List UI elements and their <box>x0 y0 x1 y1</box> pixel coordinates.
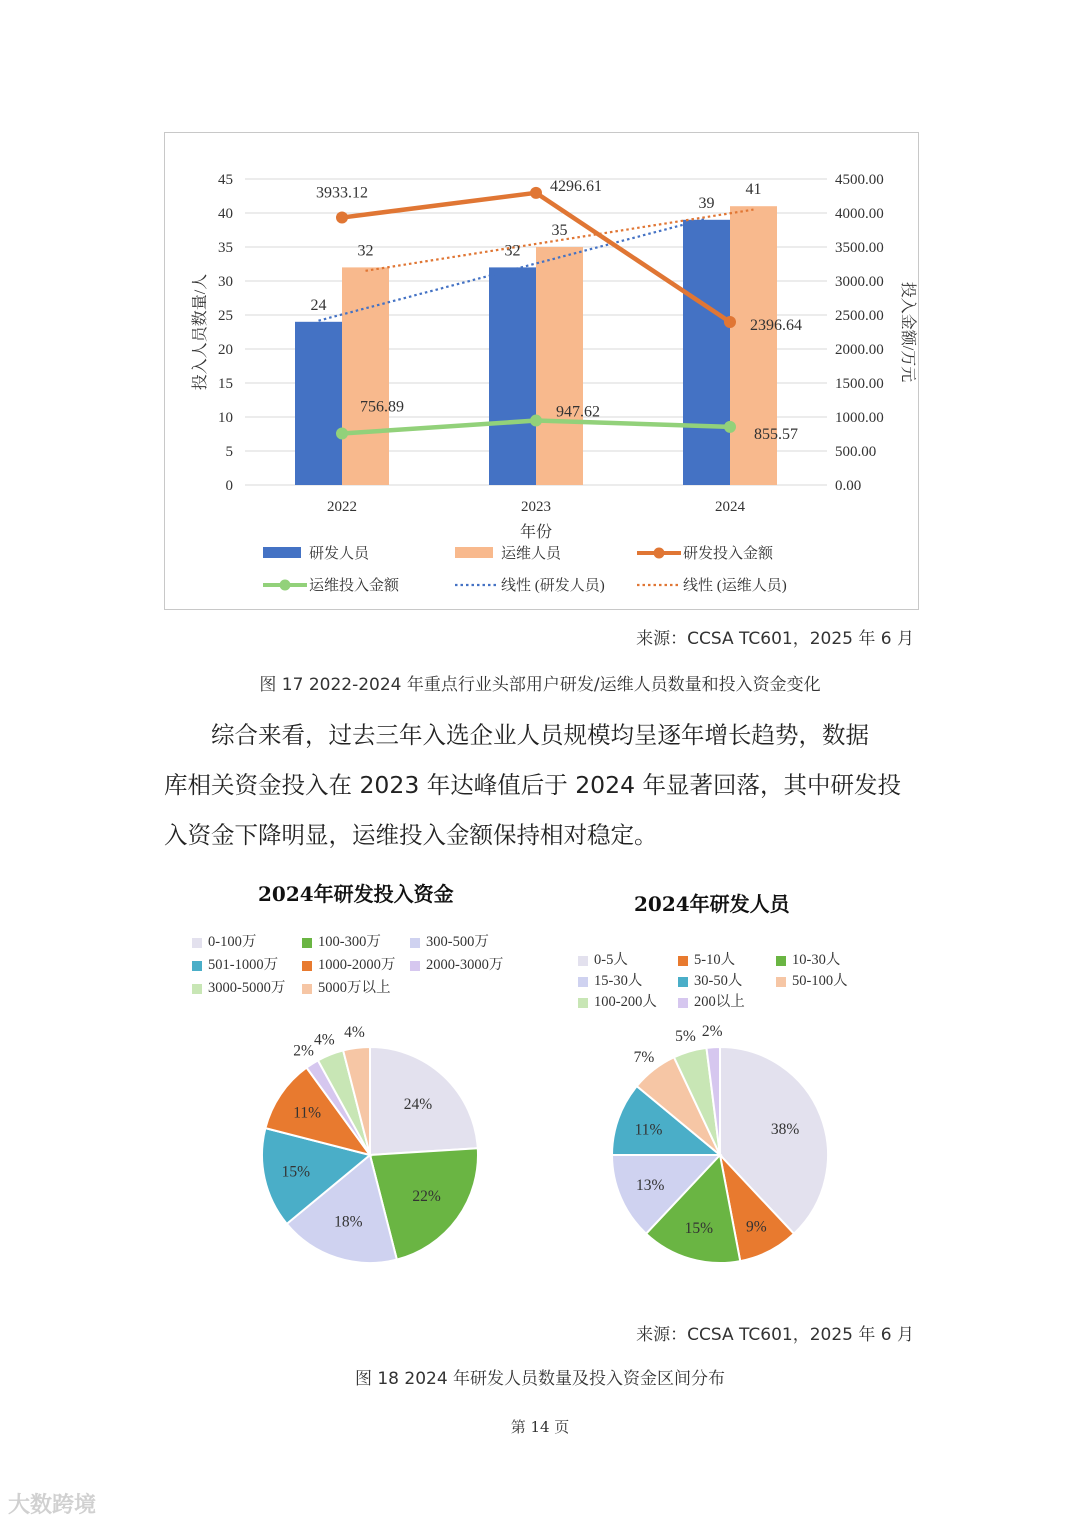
x-tick-label: 2024 <box>715 499 745 515</box>
legend-label: 10-30人 <box>792 952 841 968</box>
left-tick-label: 0 <box>225 478 233 494</box>
legend-label: 15-30人 <box>594 973 643 989</box>
figure-17-caption: 图 17 2022-2024 年重点行业头部用户研发/运维人员数量和投入资金变化 <box>259 675 821 695</box>
line-value-label: 3933.12 <box>316 184 368 202</box>
figure-18-caption: 图 18 2024 年研发人员数量及投入资金区间分布 <box>354 1369 726 1389</box>
legend-swatch <box>455 547 493 558</box>
bar-value-label: 41 <box>745 181 762 199</box>
legend-item <box>410 953 503 974</box>
legend-label: 研发投入金额 <box>683 546 774 562</box>
right-tick-label: 1500.00 <box>835 376 884 392</box>
left-tick-label: 10 <box>218 410 233 426</box>
pie-slice-label: 9% <box>745 1218 767 1236</box>
bar-rd <box>295 322 342 485</box>
x-axis-title: 年份 <box>519 524 553 541</box>
legend-label: 线性 (研发人员) <box>501 578 605 594</box>
legend-swatch <box>192 938 202 948</box>
legend-swatch <box>678 998 688 1008</box>
line-value-label: 855.57 <box>754 425 798 443</box>
summary-paragraph <box>164 710 916 860</box>
bar-value-label: 32 <box>504 242 521 260</box>
pie-2-chart <box>590 1015 850 1285</box>
bar-value-label: 32 <box>357 242 374 260</box>
legend-label: 0-5人 <box>594 952 628 968</box>
combo-chart-svg <box>165 133 918 609</box>
line-point <box>336 212 348 224</box>
left-tick-label: 30 <box>218 274 233 290</box>
pie-1-legend <box>192 930 532 1000</box>
figure-18-source: 来源：CCSA TC601，2025 年 6 月 <box>636 1325 914 1345</box>
pie-slice-label: 11% <box>634 1121 663 1139</box>
legend-label: 200以上 <box>694 994 745 1010</box>
line-point <box>530 187 542 199</box>
legend-swatch <box>678 956 688 966</box>
legend-swatch <box>654 548 665 559</box>
right-tick-label: 1000.00 <box>835 410 884 426</box>
page-number: 第 14 页 <box>510 1418 570 1436</box>
bar-ops <box>536 247 583 485</box>
left-tick-label: 25 <box>218 308 233 324</box>
x-tick-label: 2022 <box>327 499 357 515</box>
right-tick-label: 0.00 <box>835 478 862 494</box>
left-tick-label: 20 <box>218 342 233 358</box>
y-axis-left-title: 投入人员数量/人 <box>192 273 209 391</box>
left-tick-label: 15 <box>218 376 233 392</box>
legend-item <box>192 930 256 951</box>
bar-value-label: 24 <box>310 296 327 314</box>
legend-item <box>302 953 395 974</box>
legend-label: 5000万以上 <box>318 980 391 996</box>
figure-17-source: 来源：CCSA TC601，2025 年 6 月 <box>636 629 914 649</box>
line-value-label: 2396.64 <box>750 317 802 335</box>
pie-slice-label: 7% <box>633 1049 655 1067</box>
legend-label: 5-10人 <box>694 952 736 968</box>
right-tick-label: 500.00 <box>835 444 877 460</box>
legend-item <box>578 948 628 969</box>
legend-swatch <box>776 956 786 966</box>
legend-item <box>410 930 489 951</box>
pie-1-title: 2024年研发投入资金 <box>258 882 454 906</box>
pie-slice-label: 2% <box>701 1023 723 1041</box>
legend-label: 线性 (运维人员) <box>683 578 787 594</box>
bar-ops <box>342 267 389 485</box>
legend-label: 研发人员 <box>309 546 370 562</box>
legend-swatch <box>410 938 420 948</box>
pie-slice-label: 15% <box>281 1163 311 1181</box>
bar-rd <box>489 267 536 485</box>
legend-label: 运维人员 <box>501 546 562 562</box>
watermark-logo: 大数跨境 <box>8 1493 97 1518</box>
legend-label: 1000-2000万 <box>318 957 396 973</box>
legend-item <box>678 948 735 969</box>
legend-item <box>678 990 745 1011</box>
right-tick-label: 3500.00 <box>835 240 884 256</box>
pie-slice-label: 24% <box>403 1095 433 1113</box>
bar-value-label: 39 <box>698 194 715 212</box>
line-point <box>530 415 542 427</box>
line-value-label: 4296.61 <box>550 177 602 195</box>
bar-ops <box>730 206 777 485</box>
pie-1-chart <box>240 1015 500 1285</box>
legend-item <box>302 976 391 997</box>
line-point <box>724 316 736 328</box>
right-tick-label: 2500.00 <box>835 308 884 324</box>
legend-swatch <box>263 547 301 558</box>
legend-label: 30-50人 <box>694 973 743 989</box>
legend-item <box>578 969 642 990</box>
legend-label: 运维投入金额 <box>309 578 400 594</box>
line-value-label: 756.89 <box>360 398 404 416</box>
bar-value-label: 35 <box>551 222 568 239</box>
right-tick-label: 4000.00 <box>835 206 884 222</box>
legend-label: 2000-3000万 <box>426 957 504 973</box>
legend-label: 100-200人 <box>594 994 657 1010</box>
pie-slice-label: 15% <box>684 1219 714 1237</box>
paragraph-line-2: 库相关资金投入在 2023 年达峰值后于 2024 年显著回落，其中研发投 <box>164 771 901 799</box>
pie-slice-label: 2% <box>293 1042 314 1060</box>
paragraph-line-1: 综合来看，过去三年入选企业人员规模均呈逐年增长趋势，数据 <box>211 721 869 749</box>
right-tick-label: 4500.00 <box>835 172 884 188</box>
legend-label: 501-1000万 <box>208 957 279 973</box>
line-point <box>336 428 348 440</box>
legend-swatch <box>578 956 588 966</box>
pie-slice-label: 18% <box>334 1213 363 1231</box>
legend-swatch <box>410 961 420 971</box>
pie-slice-label: 4% <box>344 1023 365 1041</box>
left-tick-label: 35 <box>218 240 233 256</box>
legend-swatch <box>678 977 688 987</box>
legend-label: 100-300万 <box>318 934 381 950</box>
legend-swatch <box>578 998 588 1008</box>
legend-item <box>776 969 848 990</box>
pie-slice-label: 4% <box>314 1031 335 1049</box>
pie-slice-label: 22% <box>412 1188 441 1206</box>
pie-slice-label: 11% <box>293 1104 322 1122</box>
legend-swatch <box>280 580 291 591</box>
legend-swatch <box>578 977 588 987</box>
legend-label: 3000-5000万 <box>208 980 286 996</box>
pie-slice-label: 38% <box>770 1121 800 1139</box>
bar-rd <box>683 220 730 485</box>
legend-swatch <box>302 984 312 994</box>
y-axis-right-title: 投入金额/万元 <box>899 281 916 383</box>
legend-swatch <box>302 961 312 971</box>
pie-2-title: 2024年研发人员 <box>634 892 790 916</box>
legend-label: 0-100万 <box>208 934 257 950</box>
left-tick-label: 40 <box>218 206 233 222</box>
legend-item <box>192 953 278 974</box>
legend-swatch <box>192 984 202 994</box>
legend-item <box>678 969 742 990</box>
pie-2-legend <box>578 948 878 1018</box>
legend-item <box>776 948 840 969</box>
legend-item <box>578 990 657 1011</box>
legend-swatch <box>776 977 786 987</box>
figure-17-chart <box>164 132 919 610</box>
legend-label: 300-500万 <box>426 934 489 950</box>
pie-slice-label: 5% <box>675 1027 696 1045</box>
legend-swatch <box>192 961 202 971</box>
pie-slice-label: 13% <box>636 1177 665 1195</box>
legend-swatch <box>302 938 312 948</box>
x-tick-label: 2023 <box>521 499 551 515</box>
right-tick-label: 3000.00 <box>835 274 884 290</box>
right-tick-label: 2000.00 <box>835 342 884 358</box>
legend-label: 50-100人 <box>792 973 848 989</box>
left-tick-label: 5 <box>225 444 233 460</box>
line-point <box>724 421 736 433</box>
paragraph-line-3: 入资金下降明显，运维投入金额保持相对稳定。 <box>164 821 658 849</box>
left-tick-label: 45 <box>218 172 233 188</box>
legend-item <box>192 976 285 997</box>
legend-item <box>302 930 381 951</box>
line-value-label: 947.62 <box>556 403 600 421</box>
